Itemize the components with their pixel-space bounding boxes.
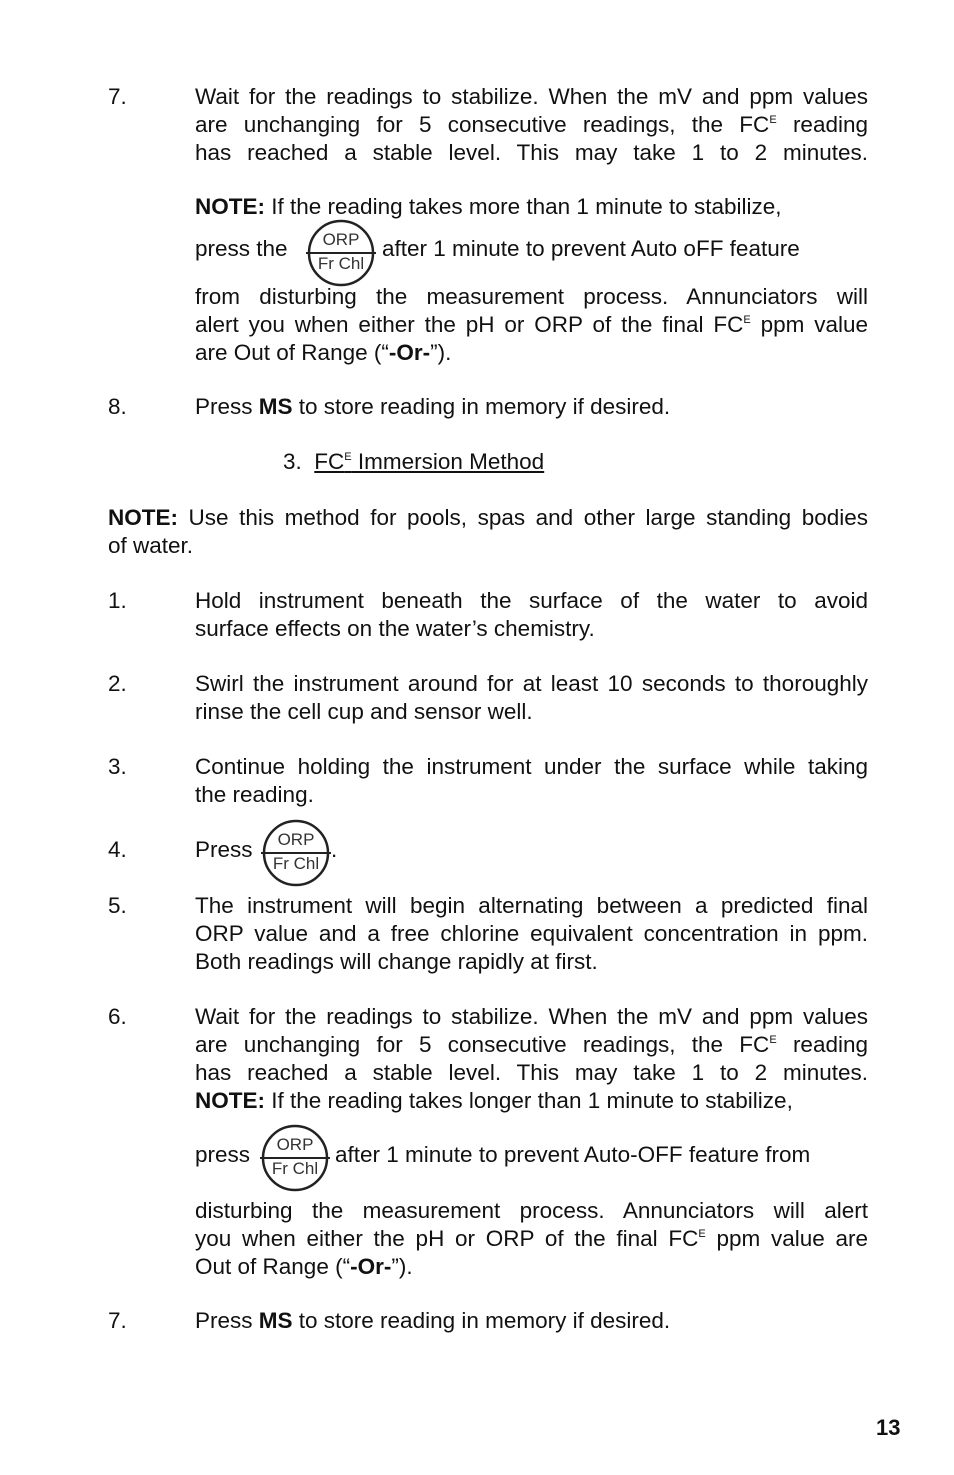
press-line: press (195, 1142, 251, 1167)
page-number: 13 (876, 1415, 901, 1440)
step-number: 2. (108, 671, 127, 696)
step-number: 8. (108, 394, 127, 419)
text-line: from disturbing the measurement process. Annunciators will (195, 284, 868, 309)
text-line: alert you when either the pH or ORP of the final $FC^E$ ppm value (195, 312, 868, 337)
text-line: Press MS to store reading in memory if desired. (195, 394, 671, 419)
step-number: 7. (108, 84, 127, 109)
press-line-rest: after 1 minute to prevent Auto oFF feature (382, 236, 800, 261)
text-line: are unchanging for 5 consecutive readings, the $FC^E$ reading (195, 112, 869, 137)
svg-text:Fr Chl: Fr Chl (272, 854, 320, 873)
svg-text:ORP: ORP (322, 230, 360, 249)
text-line: are Out of Range (“-Or-”). (195, 340, 452, 365)
note-paragraph: NOTE: Use this method for pools, spas and other large standing bodies of water. (108, 505, 868, 558)
step-number: 4. (108, 837, 127, 862)
step-number: 3. (108, 754, 127, 779)
step-number: 6. (108, 1004, 127, 1029)
svg-text:ORP: ORP (276, 1135, 314, 1154)
note-line: NOTE: If the reading takes more than 1 minute to stabilize, (195, 194, 782, 219)
step-number: 7. (108, 1308, 127, 1333)
section-heading: 3. $FC^E$ Immersion Method (283, 449, 545, 474)
step-number: 1. (108, 588, 127, 613)
text-line: has reached a stable level. This may take 1 to 2 minutes. (195, 140, 868, 165)
step-text (195, 83, 868, 167)
svg-text:Fr Chl: Fr Chl (317, 254, 365, 273)
step-number: 5. (108, 893, 127, 918)
svg-text:Fr Chl: Fr Chl (271, 1159, 319, 1178)
note-label: NOTE: (195, 194, 265, 219)
svg-text:ORP: ORP (277, 830, 315, 849)
orp-fr-chl-button-icon (258, 1123, 332, 1200)
orp-fr-chl-button-icon (259, 818, 333, 895)
press-line: press the (195, 236, 288, 261)
text-line: Wait for the readings to stabilize. When the mV and ppm values (195, 84, 868, 109)
